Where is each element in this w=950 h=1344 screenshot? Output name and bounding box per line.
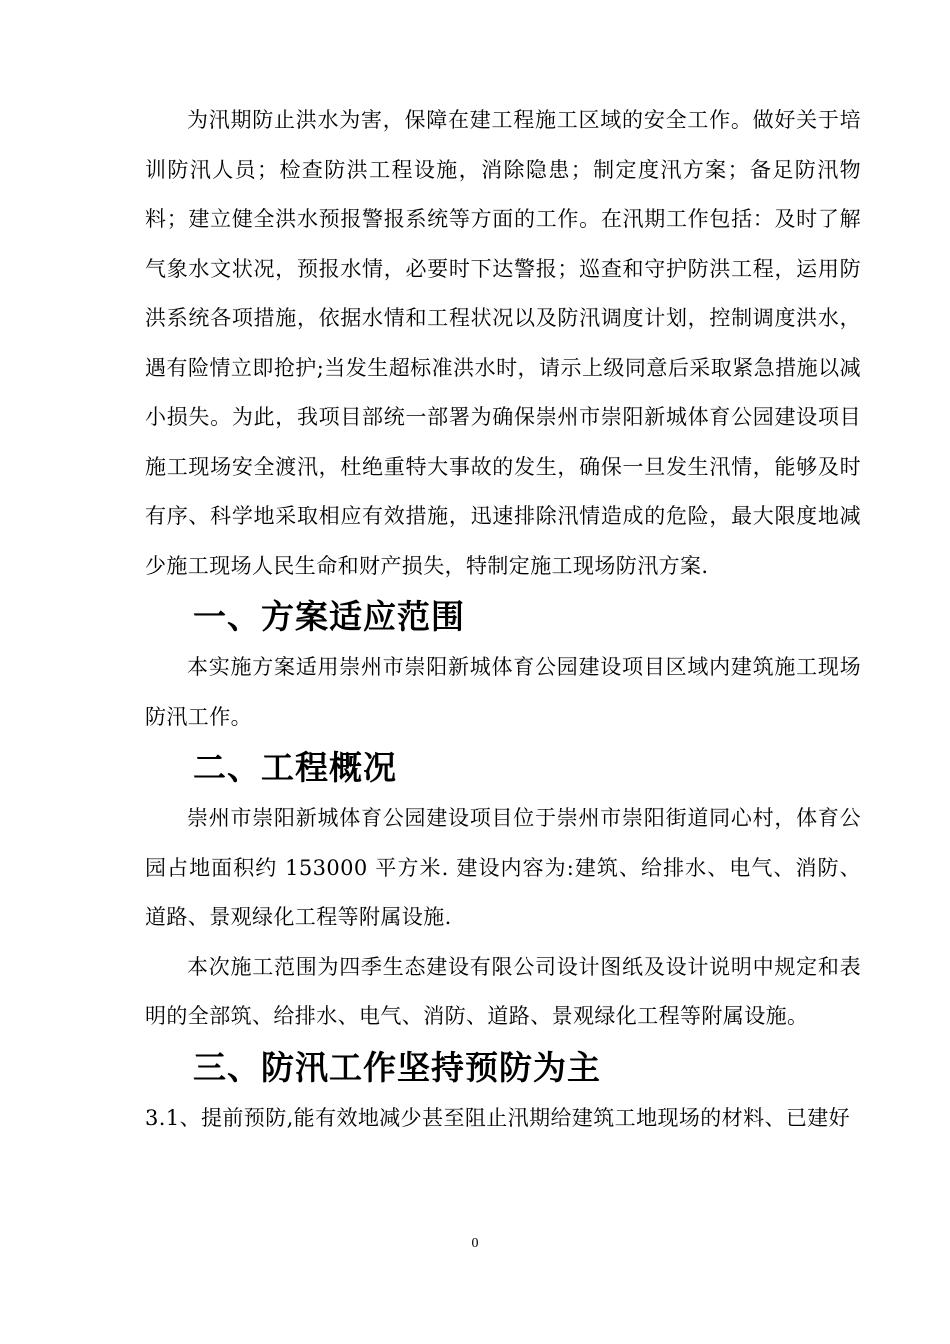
prevention-paragraph: 3.1、提前预防,能有效地减少甚至阻止汛期给建筑工地现场的材料、已建好 [145,1105,851,1130]
intro-paragraph: 为汛期防止洪水为害，保障在建工程施工区域的安全工作。做好关于培训防汛人员；检查防洪工程设施，消除隐患；制定度汛方案；备足防汛物料；建立健全洪水预报警报系统等方面的工作。在汛期工作包括：及时了解气象水文状况，预报水情，必要时下达警报；巡查和守护防洪工程，运用防洪系统各项措施，依据水情和工程状况以及防汛调度计划，控制调度洪水，遇有险情立即抢护;当发生超标准洪水时，请示上级同意后采取紧急措施以减小损失。为此，我项目部统一部署为确保崇州市崇阳新城体育公园建设项目施工现场安全渡汛，杜绝重特大事故的发生，确保一旦发生汛情，能够及时有序、科学地采取相应有效措施，迅速排除汛情造成的危险，最大限度地减少施工现场人民生命和财产损失，特制定施工现场防汛方案. [145,108,861,578]
overview-paragraph: 崇州市崇阳新城体育公园建设项目位于崇州市崇阳街道同心村，体育公园占地面积约 153000 平方米. 建设内容为:建筑、给排水、电气、消防、道路、景观绿化工程等附属设施. [145,806,861,929]
construction-scope-paragraph: 本次施工范围为四季生态建设有限公司设计图纸及设计说明中规定和表明的全部筑、给排水、电气、消防、道路、景观绿化工程等附属设施。 [145,954,861,1028]
document-body [145,96,861,1143]
scope-paragraph: 本实施方案适用崇州市崇阳新城体育公园建设项目区域内建筑施工现场防汛工作。 [145,655,861,729]
section-heading-prevention: 三、防汛工作坚持预防为主 [193,1047,601,1087]
section-heading-scope: 一、方案适应范围 [193,597,465,636]
section-heading-overview: 二、工程概况 [193,748,397,787]
page-number: 0 [471,1236,479,1251]
